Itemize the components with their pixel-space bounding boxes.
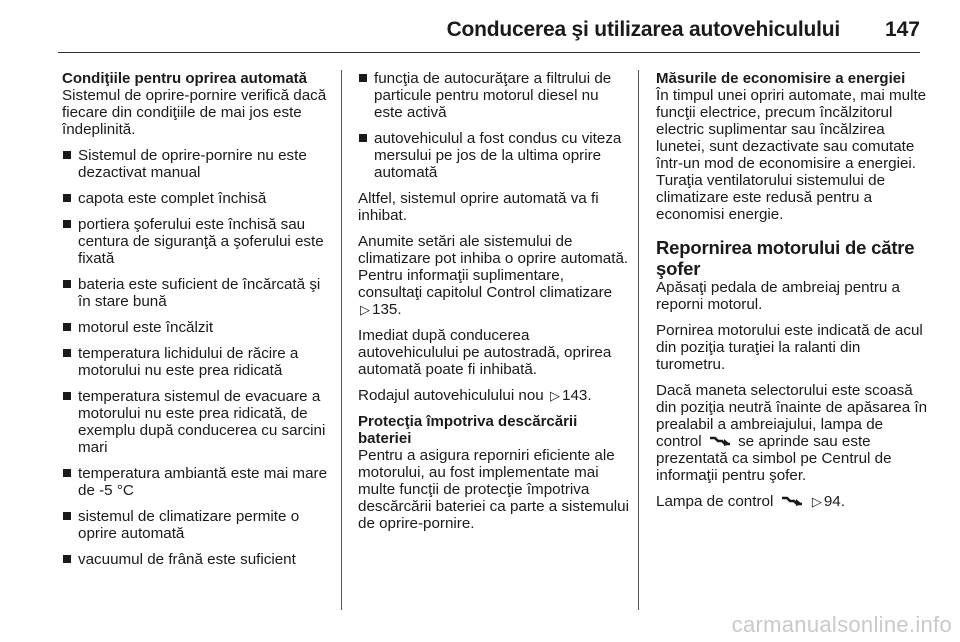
driver-restart-section-title: Repornirea motorului de către şofer bbox=[656, 237, 915, 279]
watermark: carmanualsonline.info bbox=[731, 612, 952, 637]
autostop-control-lamp-icon bbox=[781, 495, 803, 507]
autostop-control-lamp-icon bbox=[709, 435, 731, 447]
list-item: vacuumul de frână este suficient bbox=[62, 551, 334, 568]
page-reference-arrow-icon: ▷ bbox=[360, 302, 370, 317]
autostop-conditions-heading: Condiţiile pentru oprirea automată bbox=[62, 70, 308, 87]
column-1 bbox=[62, 70, 334, 577]
list-item: capota este complet închisă bbox=[62, 190, 334, 207]
paragraph: Pornirea motorului este indicată de acul din poziţia turaţiei la ralanti din turometru. bbox=[656, 322, 923, 373]
paragraph: Apăsaţi pedala de ambreiaj pentru a reporni motorul. bbox=[656, 279, 901, 313]
page-reference-arrow-icon: ▷ bbox=[550, 388, 560, 403]
bullet-icon bbox=[63, 512, 71, 520]
paragraph: Dacă maneta selectorului este scoasă din poziţia neutră înainte de apăsarea în prealabil a ambreiajului, lampa de control se aprinde sau este prezentată ca simbol pe Centrul de informaţii pentru şofer. bbox=[656, 382, 928, 484]
list-item: Sistemul de oprire-pornire nu este dezactivat manual bbox=[62, 147, 334, 181]
energy-saving-heading: Măsurile de economisire a energiei bbox=[656, 70, 906, 87]
list-item: sistemul de climatizare permite o oprire automată bbox=[62, 508, 334, 542]
bullet-icon bbox=[63, 469, 71, 477]
bullet-icon bbox=[63, 392, 71, 400]
paragraph: Lampa de control ▷ 94. bbox=[656, 493, 845, 510]
page-reference[interactable]: 94. bbox=[823, 493, 845, 510]
column-2 bbox=[358, 70, 630, 541]
column-divider-1 bbox=[341, 70, 342, 610]
bullet-icon bbox=[359, 134, 367, 142]
bullet-icon bbox=[63, 323, 71, 331]
paragraph: În timpul unei opriri automate, mai multe funcţii electrice, precum încălzitorul electric suplimentar sau încălzirea lunetei, sunt dezactivate sau comutate într-un mod de economisire a energiei. Turaţia ventilatorului sistemului de climatizare este redusă pentru a economisi energie. bbox=[656, 87, 927, 223]
list-item: bateria este suficient de încărcată şi în stare bună bbox=[62, 276, 334, 310]
list-item: portiera şoferului este închisă sau centura de siguranţă a şoferului este fixată bbox=[62, 216, 334, 267]
header-rule bbox=[58, 52, 920, 53]
page-reference[interactable]: 135. bbox=[372, 301, 402, 318]
bullet-icon bbox=[63, 555, 71, 563]
list-item: motorul este încălzit bbox=[62, 319, 334, 336]
paragraph: Altfel, sistemul oprire automată va fi inhibat. bbox=[358, 190, 599, 224]
list-item: temperatura ambiantă este mai mare de -5 °C bbox=[62, 465, 334, 499]
list-item: funcţia de autocurăţare a filtrului de particule pentru motorul diesel nu este activă bbox=[358, 70, 630, 121]
header-title: Conducerea şi utilizarea autovehiculului bbox=[446, 18, 840, 41]
bullet-icon bbox=[63, 194, 71, 202]
page-reference[interactable]: 143. bbox=[562, 387, 592, 404]
bullet-icon bbox=[359, 74, 367, 82]
bullet-icon bbox=[63, 151, 71, 159]
autostop-conditions-list bbox=[62, 147, 334, 568]
bullet-icon bbox=[63, 280, 71, 288]
page-reference-arrow-icon: ▷ bbox=[811, 494, 822, 509]
list-item: temperatura sistemul de evacuare a motorului nu este prea ridicată, de exemplu după conducerea cu sarcini mari bbox=[62, 388, 334, 456]
column-3 bbox=[656, 70, 928, 519]
battery-protection-heading: Protecţia împotriva descărcării bateriei bbox=[358, 413, 578, 447]
paragraph: Anumite setări ale sistemului de climatizare pot inhiba o oprire automată. Pentru informaţii suplimentare, consultaţi capitolul Control climatizare ▷ 135. bbox=[358, 233, 629, 318]
list-item: temperatura lichidului de răcire a motorului nu este prea ridicată bbox=[62, 345, 334, 379]
page-number: 147 bbox=[884, 18, 920, 41]
list-item: autovehiculul a fost condus cu viteza mersului pe jos de la ultima oprire automată bbox=[358, 130, 630, 181]
paragraph: Pentru a asigura reporniri eficiente ale motorului, au fost implementate mai multe funcţii de protecţie împotriva descărcării bateriei ca parte a sistemului de oprire-pornire. bbox=[358, 447, 629, 532]
bullet-icon bbox=[63, 349, 71, 357]
paragraph: Rodajul autovehiculului nou ▷ 143. bbox=[358, 387, 592, 404]
column-divider-2 bbox=[638, 70, 639, 610]
autostop-conditions-intro: Sistemul de oprire-pornire verifică dacă fiecare din condiţiile de mai jos este îndeplinită. bbox=[62, 87, 327, 138]
autostop-conditions-list-continued bbox=[358, 70, 630, 181]
paragraph: Imediat după conducerea autovehiculului pe autostradă, oprirea automată poate fi inhibată. bbox=[358, 327, 612, 378]
page-header bbox=[0, 14, 960, 54]
bullet-icon bbox=[63, 220, 71, 228]
